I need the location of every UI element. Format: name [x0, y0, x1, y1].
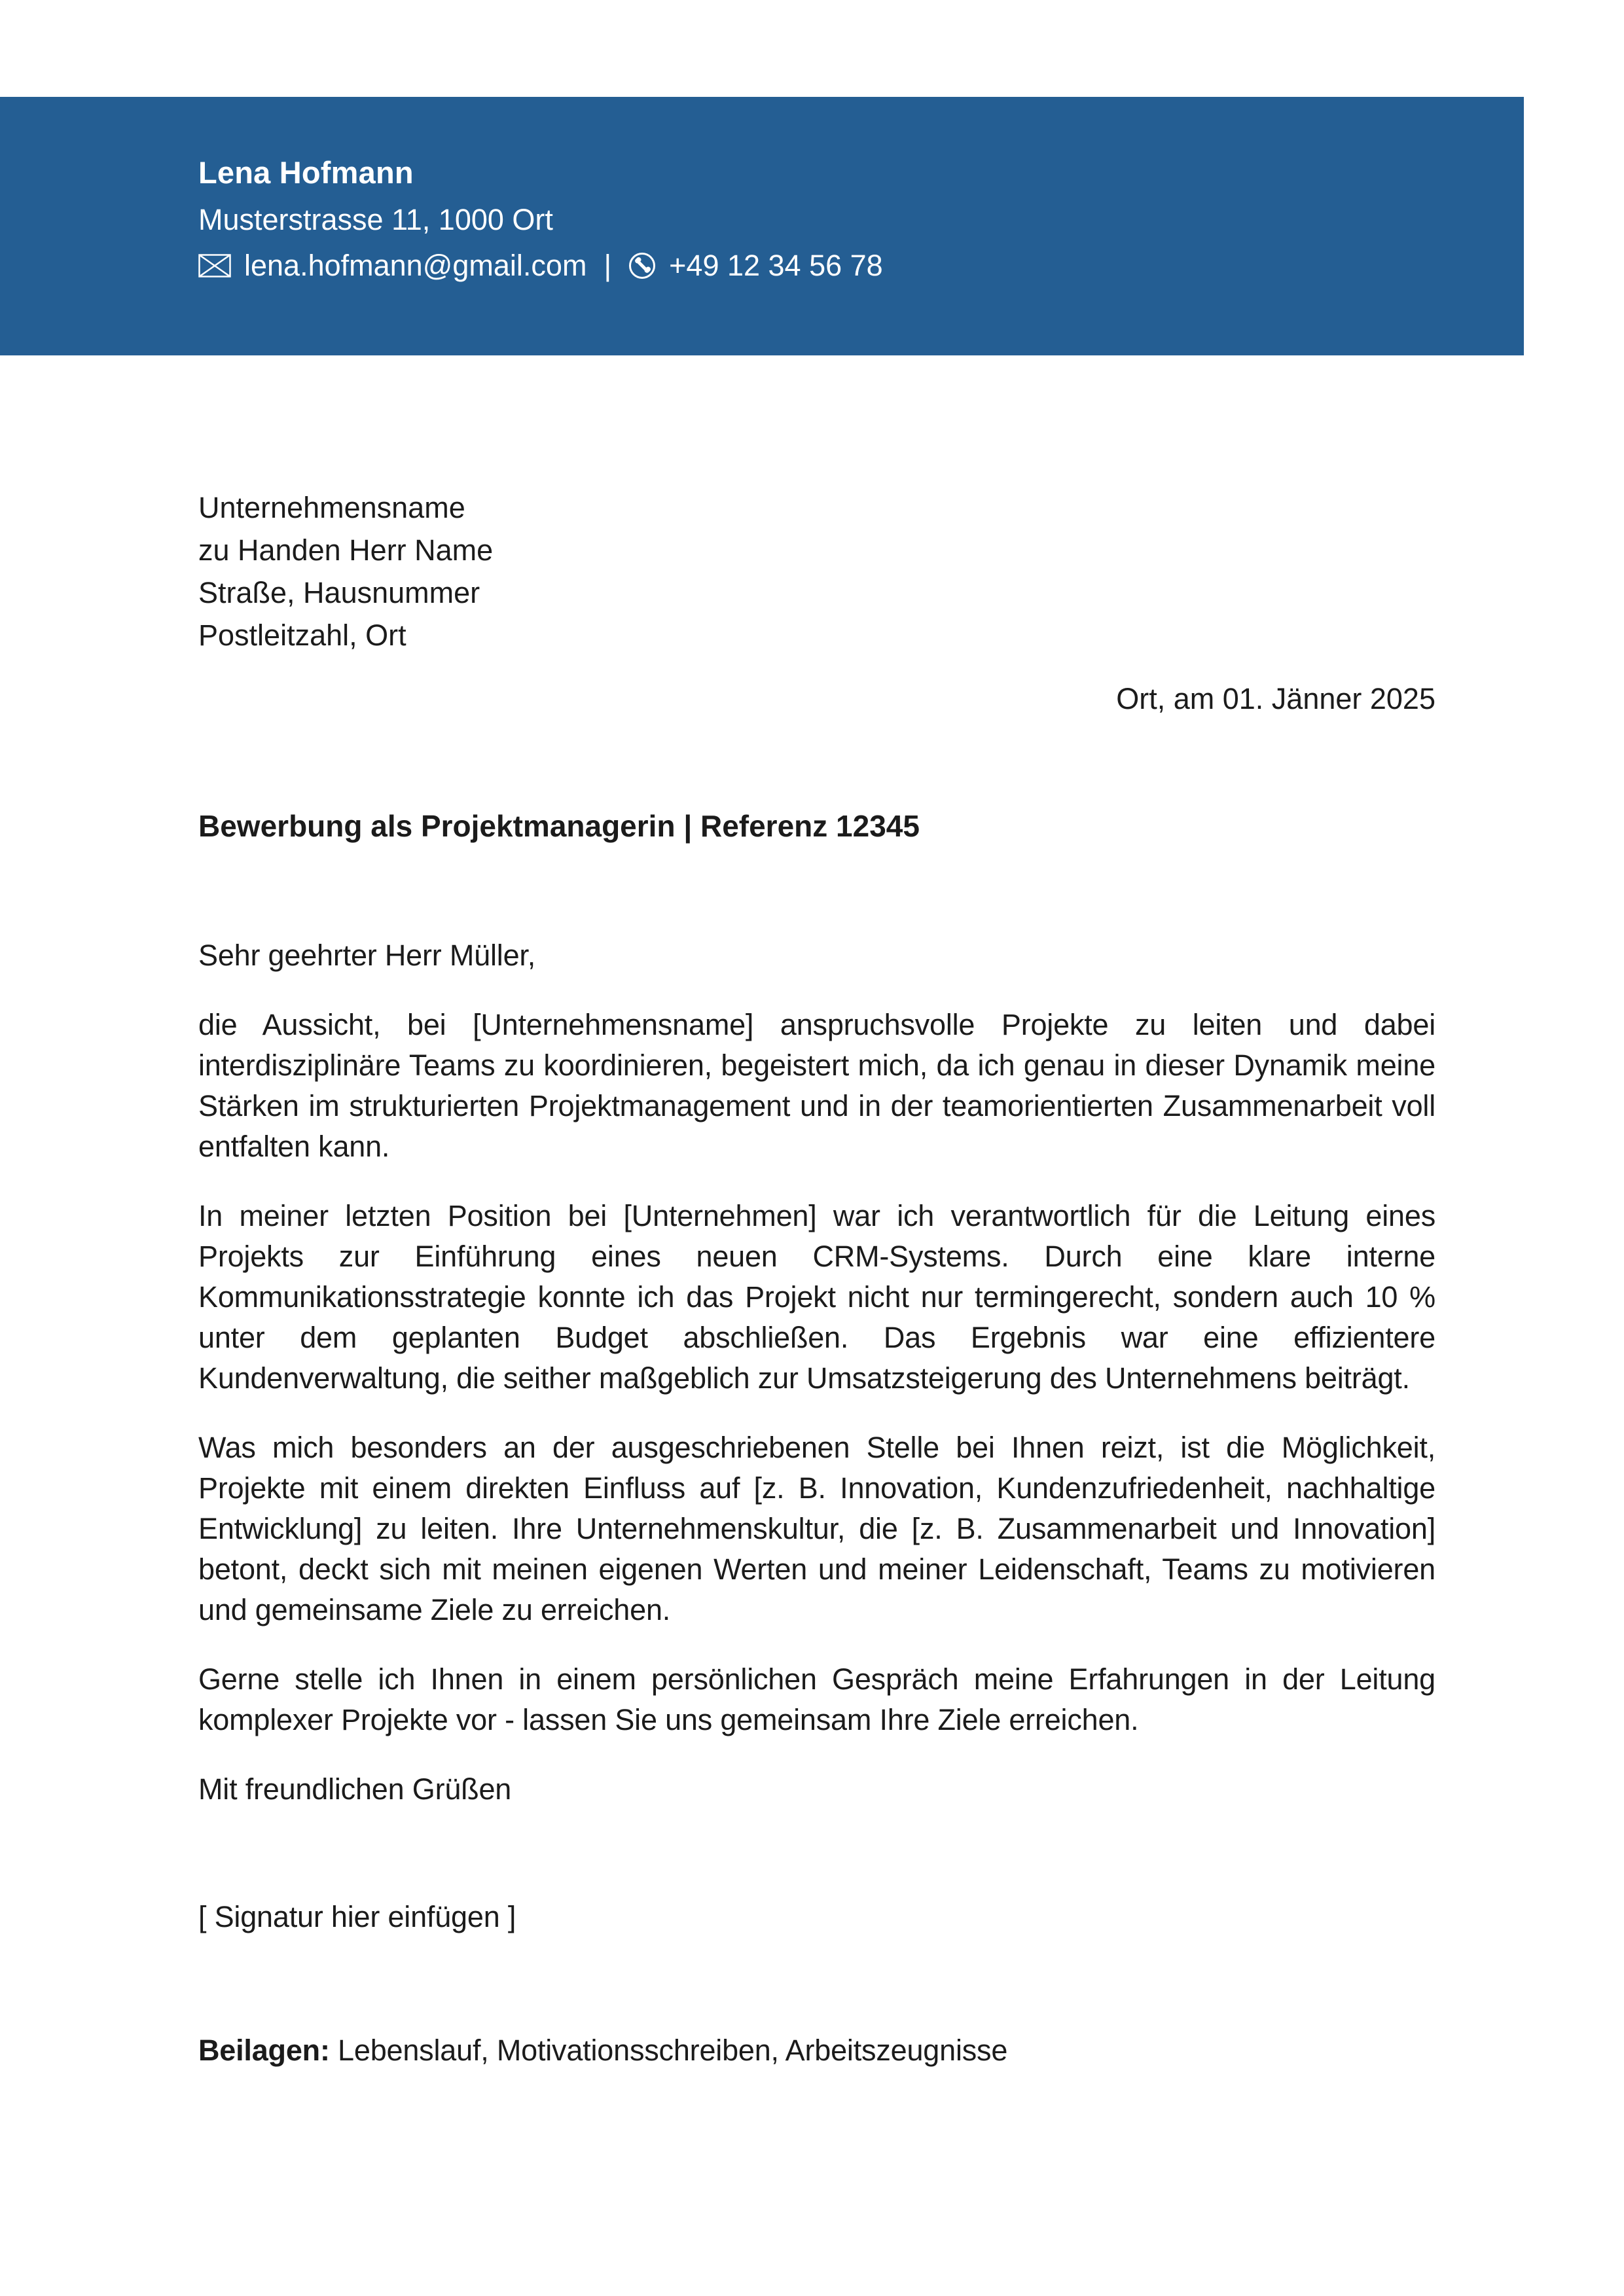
enclosures-list: Lebenslauf, Motivationsschreiben, Arbeitszeugnisse — [329, 2034, 1008, 2067]
closing-formula: Mit freundlichen Grüßen — [198, 1772, 512, 1806]
date-line: Ort, am 01. Jänner 2025 — [1116, 682, 1435, 715]
enclosures-line — [198, 2030, 1435, 2071]
contact-separator: | — [604, 249, 612, 282]
enclosures-label: Beilagen: — [198, 2034, 330, 2067]
letter-body — [198, 935, 1435, 2100]
signature-placeholder: [ Signatur hier einfügen ] — [198, 1900, 516, 1933]
recipient-attention: zu Handen Herr Name — [198, 533, 494, 567]
body-paragraph-3: Was mich besonders an der ausgeschriebenen Stelle bei Ihnen reizt, ist die Möglichkeit, Projekte mit einem direkten Einfluss auf [z. B. Innovation, Kundenzufriedenheit, nachhaltige Entwicklung] zu leiten. Ihre Unternehmenskultur, die [z. B. Zusammenarbeit und Innovation] betont, deckt sich mit meinen eigenen Werten und meiner Leidenschaft, Teams zu motivieren und gemeinsame Ziele zu erreichen. — [198, 1431, 1435, 1626]
recipient-street: Straße, Hausnummer — [198, 576, 480, 609]
body-paragraph-2: In meiner letzten Position bei [Unternehmen] war ich verantwortlich für die Leitung eines Projekts zur Einführung eines neuen CRM-Systems. Durch eine klare interne Kommunikationsstrategie konnte ich das Projekt nicht nur termingerecht, sondern auch 10 % unter dem geplanten Budget abschließen. Das Ergebnis war eine effizientere Kundenverwaltung, die seither maßgeblich zur Umsatzsteigerung des Unternehmens beiträgt. — [198, 1199, 1435, 1395]
salutation: Sehr geehrter Herr Müller, — [198, 939, 536, 972]
sender-email: lena.hofmann@gmail.com — [244, 249, 587, 282]
body-paragraph-4: Gerne stelle ich Ihnen in einem persönlichen Gespräch meine Erfahrungen in der Leitung komplexer Projekte vor - lassen Sie uns gemeinsam Ihre Ziele erreichen. — [198, 1662, 1435, 1736]
subject-line: Bewerbung als Projektmanagerin | Referenz 12345 — [198, 809, 920, 843]
letter-content — [198, 0, 1435, 2296]
sender-address: Musterstrasse 11, 1000 Ort — [198, 203, 553, 236]
recipient-company: Unternehmensname — [198, 491, 465, 524]
body-paragraph-1: die Aussicht, bei [Unternehmensname] anspruchsvolle Projekte zu leiten und dabei interdisziplinäre Teams zu koordinieren, begeistert mich, da ich genau in dieser Dynamik meine Stärken im strukturierten Projektmanagement und in der teamorientierten Zusammenarbeit voll entfalten kann. — [198, 1008, 1435, 1163]
sender-phone: +49 12 34 56 78 — [669, 249, 883, 282]
sender-name: Lena Hofmann — [198, 155, 414, 190]
recipient-block — [198, 486, 493, 656]
recipient-city: Postleitzahl, Ort — [198, 619, 406, 652]
